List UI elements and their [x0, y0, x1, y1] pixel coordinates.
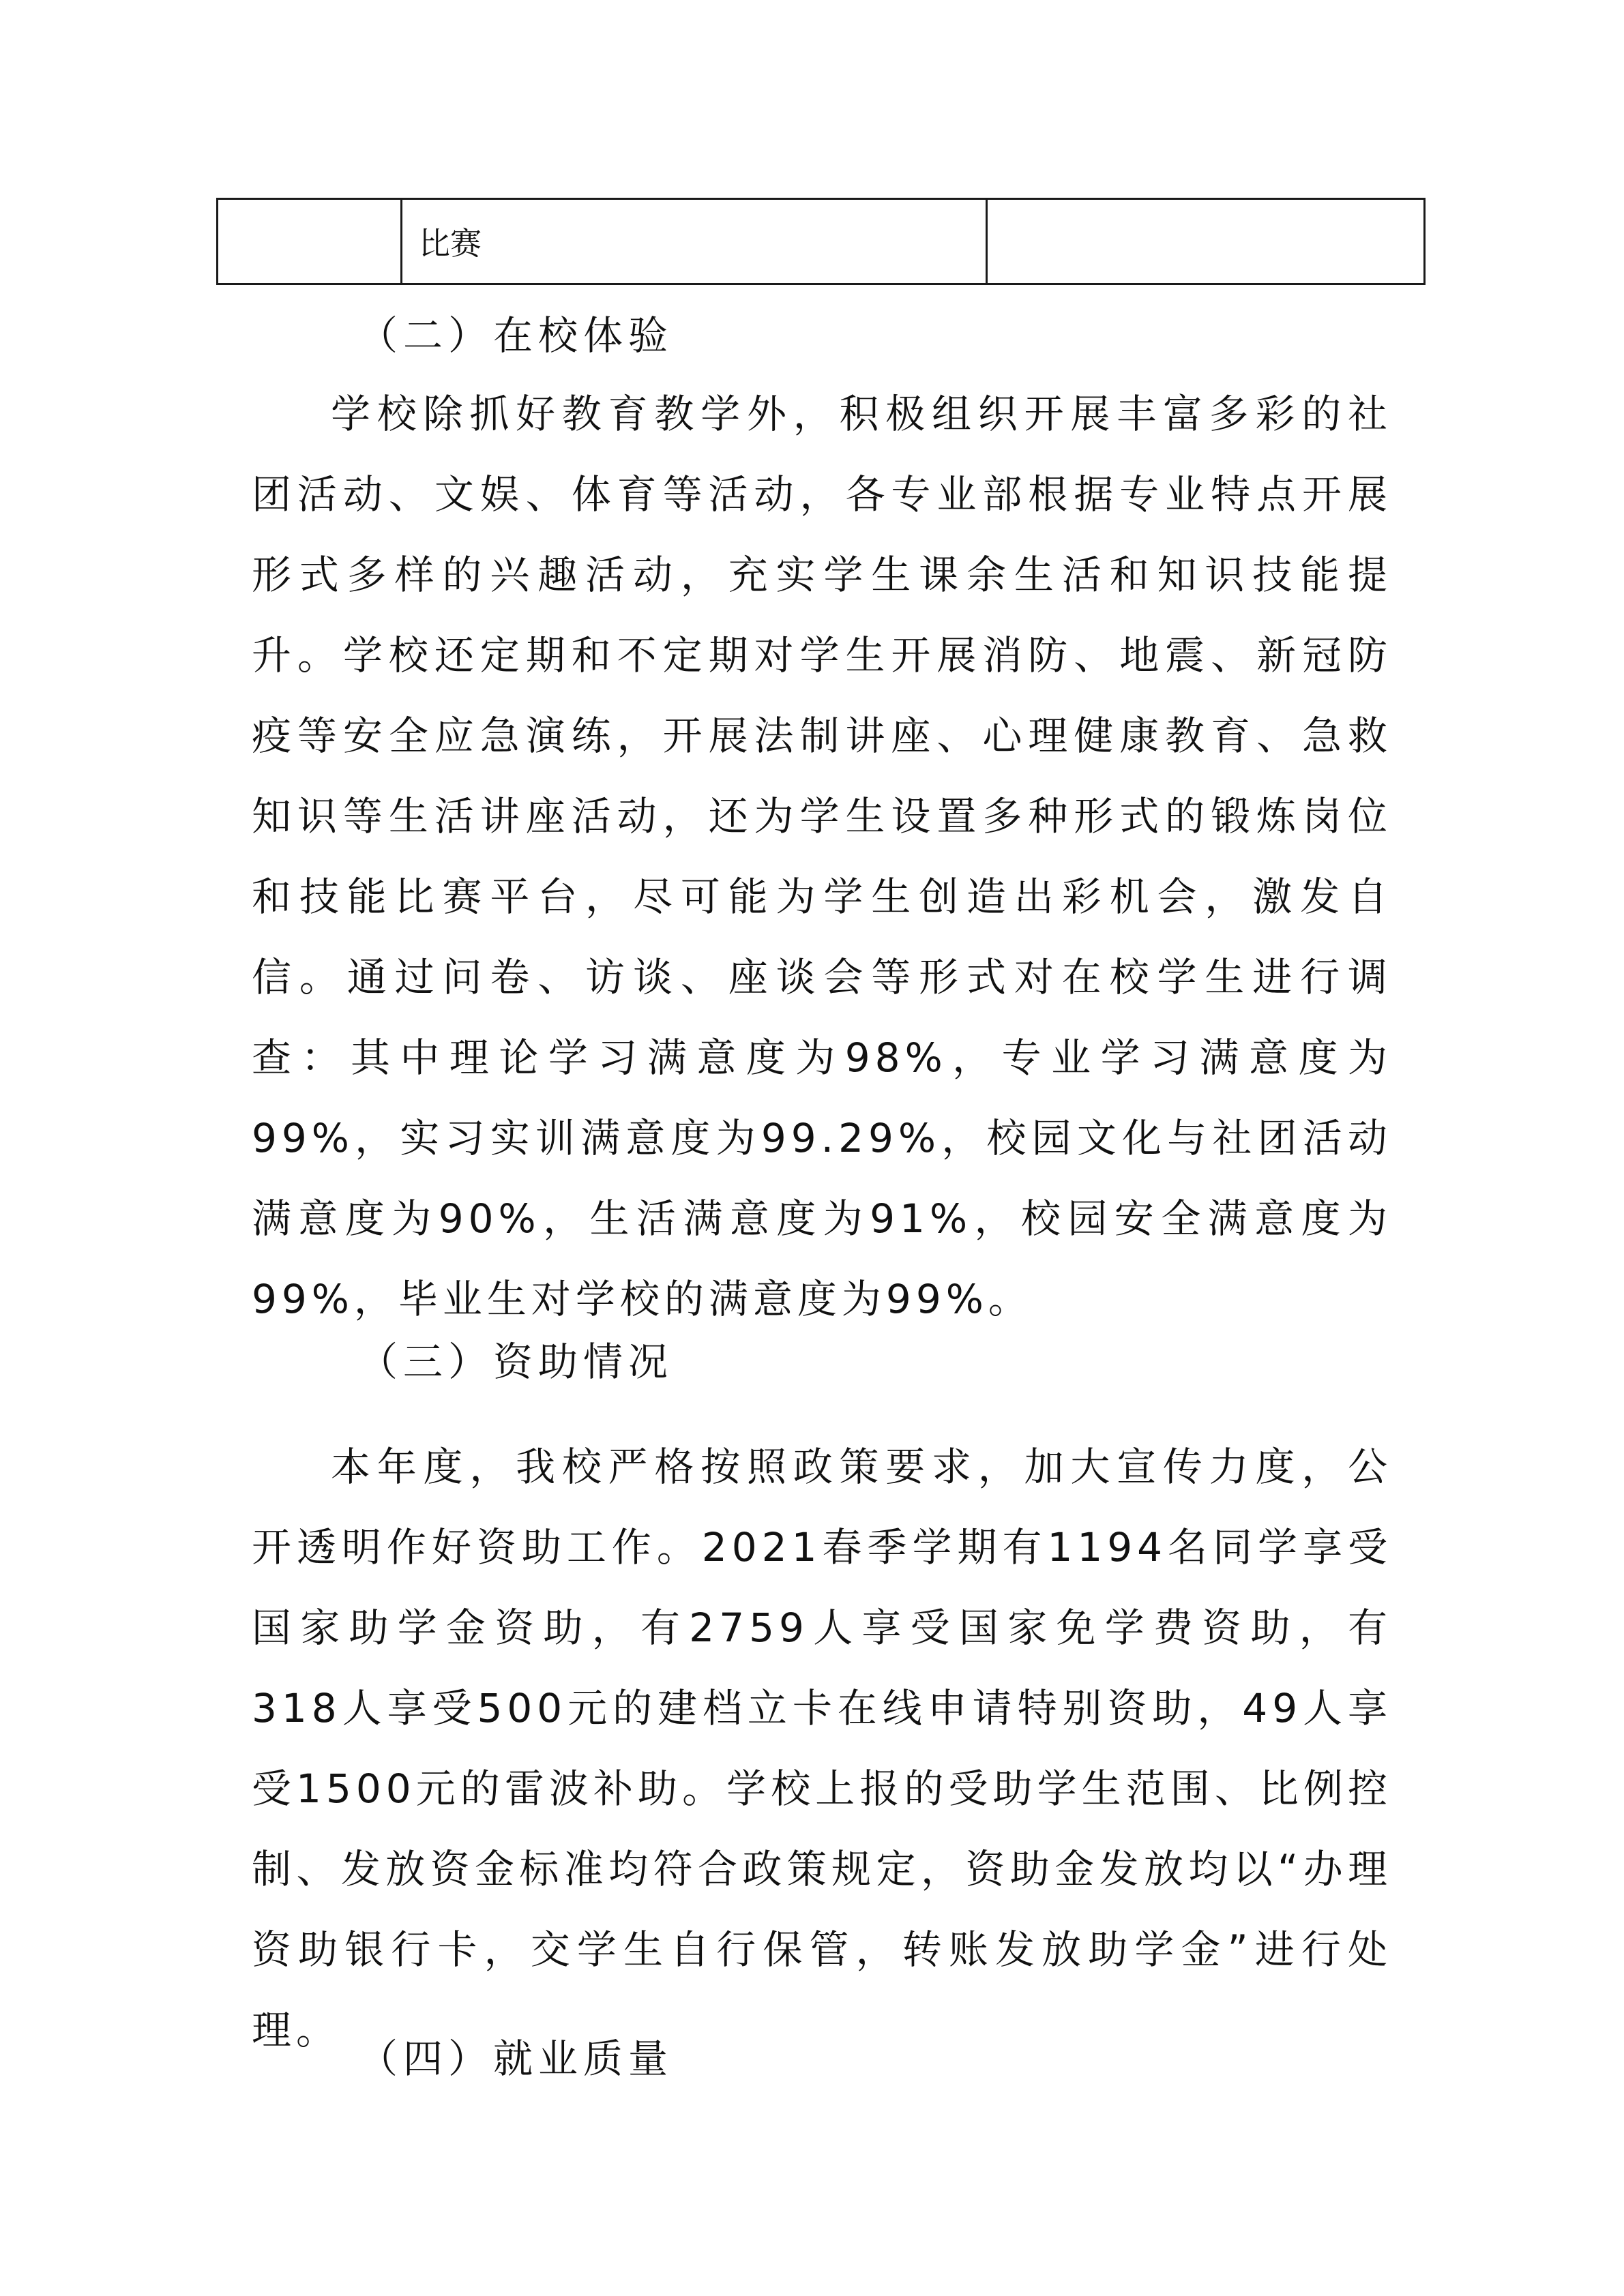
section-paragraph-experience: 学校除抓好教育教学外，积极组织开展丰富多彩的社团活动、文娱、体育等活动，各专业部根据专业特点开展形式多样的兴趣活动，充实学生课余生活和知识技能提升。学校还定期和不定期对学生开展消防、地震、新冠防疫等安全应急演练，开展法制讲座、心理健康教育、急救知识等生活讲座活动，还为学生设置多种形式的锻炼岗位和技能比赛平台，尽可能为学生创造出彩机会，激发自信。通过问卷、访谈、座谈会等形式对在校学生进行调查：其中理论学习满意度为98%，专业学习满意度为99%，实习实训满意度为99.29%，校园文化与社团活动满意度为90%，生活满意度为91%，校园安全满意度为99%，毕业生对学校的满意度为99%。 — [252, 391, 1392, 1322]
table-cell-1 — [218, 199, 402, 284]
table-cell-3 — [987, 199, 1425, 284]
table-cell-2: 比赛 — [402, 199, 987, 284]
section-heading-experience: （二）在校体验 — [358, 312, 674, 359]
table-fragment — [216, 198, 1426, 285]
section-paragraph-funding: 本年度，我校严格按照政策要求，加大宣传力度，公开透明作好资助工作。2021春季学期有1194名同学享受国家助学金资助，有2759人享受国家免学费资助，有318人享受500元的建档立卡在线申请特别资助，49人享受1500元的雷波补助。学校上报的受助学生范围、比例控制、发放资金标准均符合政策规定，资助金发放均以“办理资助银行卡，交学生自行保管，转账发放助学金”进行处理。 — [252, 1444, 1392, 2053]
section-heading-employment: （四）就业质量 — [358, 2036, 674, 2082]
table-row — [218, 199, 1425, 284]
section-heading-funding: （三）资助情况 — [358, 1339, 674, 1385]
